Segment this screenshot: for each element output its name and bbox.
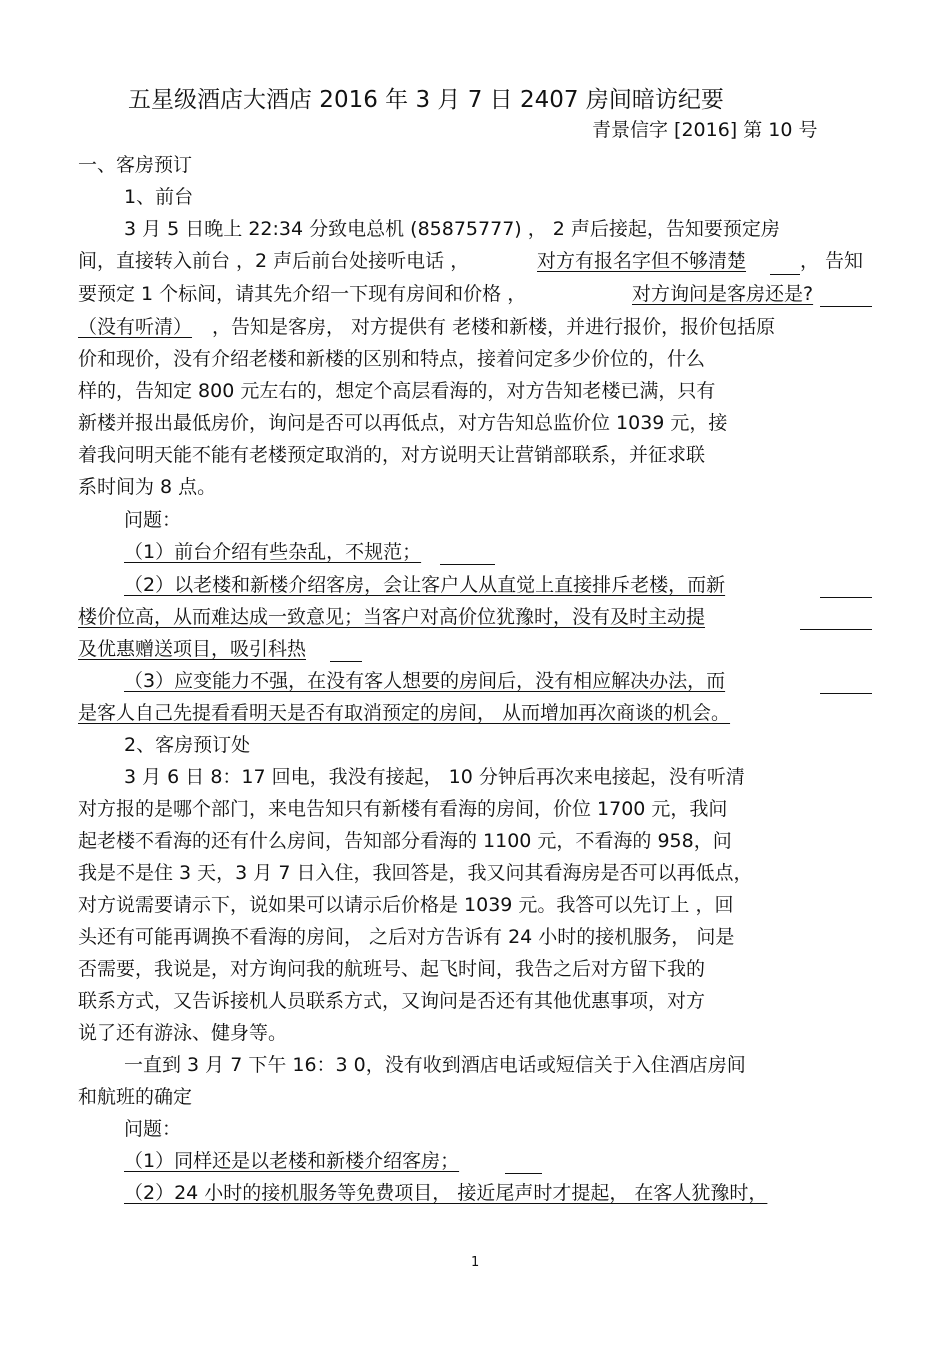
body-line: 一、客房预订: [78, 154, 193, 176]
underline-rule: [770, 274, 800, 275]
page-number: 1: [471, 1255, 480, 1270]
underline-rule: [800, 629, 872, 630]
body-line: 对方有报名字但不够清楚: [537, 250, 747, 272]
body-line: （1）前台介绍有些杂乱，不规范；: [124, 541, 422, 563]
body-line: 一直到 3 月 7 下午 16：3 0，没有收到酒店电话或短信关于入住酒店房间: [124, 1054, 746, 1076]
body-line: （没有听清）: [78, 316, 193, 338]
body-line: 楼价位高，从而难达成一致意见；当客户对高价位犹豫时，没有及时主动提: [78, 606, 706, 628]
body-line: 2、客房预订处: [124, 734, 251, 756]
underline-rule: [820, 693, 872, 694]
body-line: 3 月 5 日晚上 22:34 分致电总机 (85875777) ， 2 声后接起，告知要预定房: [124, 218, 780, 240]
body-line: 说了还有游泳、健身等。: [78, 1022, 288, 1044]
underline-rule: [820, 597, 872, 598]
body-line: 1、前台: [124, 186, 194, 208]
body-line: （2）以老楼和新楼介绍客房，会让客户人从直觉上直接排斥老楼，而新: [124, 574, 726, 596]
body-line: 起老楼不看海的还有什么房间，告知部分看海的 1100 元，不看海的 958，问: [78, 830, 732, 852]
body-line: 问题：: [124, 1118, 182, 1140]
body-line: 对方询问是客房还是?: [632, 283, 814, 305]
underline-rule: [820, 306, 872, 307]
body-line: （3）应变能力不强，在没有客人想要的房间后，没有相应解决办法，而: [124, 670, 726, 692]
body-line: 着我问明天能不能有老楼预定取消的，对方说明天让营销部联系，并征求联: [78, 444, 706, 466]
page-title: 五星级酒店大酒店 2016 年 3 月 7 日 2407 房间暗访纪要: [128, 87, 724, 113]
underline-rule: [505, 1173, 542, 1174]
body-line: （2）24 小时的接机服务等免费项目， 接近尾声时才提起， 在客人犹豫时，: [124, 1182, 768, 1204]
body-line: 系时间为 8 点。: [78, 476, 217, 498]
body-line: 我是不是住 3 天，3 月 7 日入住，我回答是，我又问其看海房是否可以再低点，: [78, 862, 753, 884]
body-line: （1）同样还是以老楼和新楼介绍客房；: [124, 1150, 460, 1172]
body-line: 是客人自己先提看看明天是否有取消预定的房间， 从而增加再次商谈的机会。: [78, 702, 731, 724]
body-line: 对方说需要请示下，说如果可以请示后价格是 1039 元。我答可以先订上 ，回: [78, 894, 734, 916]
body-line: 否需要，我说是，对方询问我的航班号、起飞时间，我告之后对方留下我的: [78, 958, 706, 980]
body-line: 头还有可能再调换不看海的房间， 之后对方告诉有 24 小时的接机服务， 问是: [78, 926, 735, 948]
body-line: 及优惠赠送项目，吸引科热: [78, 638, 307, 660]
body-line: ， 告知: [800, 250, 864, 272]
body-line: 联系方式，又告诉接机人员联系方式，又询问是否还有其他优惠事项，对方: [78, 990, 706, 1012]
body-line: ，告知是客房， 对方提供有 老楼和新楼，并进行报价，报价包括原: [212, 316, 776, 338]
body-line: 和航班的确定: [78, 1086, 193, 1108]
body-line: 样的，告知定 800 元左右的，想定个高层看海的，对方告知老楼已满，只有: [78, 380, 716, 402]
body-line: 新楼并报出最低房价，询问是否可以再低点，对方告知总监价位 1039 元，接: [78, 412, 728, 434]
body-line: 间，直接转入前台 ，2 声后前台处接听电话 ，: [78, 250, 470, 272]
body-line: 要预定 1 个标间，请其先介绍一下现有房间和价格 ，: [78, 283, 527, 305]
underline-rule: [330, 661, 362, 662]
body-line: 问题：: [124, 509, 182, 531]
body-line: 对方报的是哪个部门，来电告知只有新楼有看海的房间，价位 1700 元，我问: [78, 798, 728, 820]
body-line: 价和现价，没有介绍老楼和新楼的区别和特点，接着问定多少价位的，什么: [78, 348, 706, 370]
document-number: 青景信字 [2016] 第 10 号: [592, 119, 818, 141]
body-line: 3 月 6 日 8：17 回电，我没有接起， 10 分钟后再次来电接起，没有听清: [124, 766, 745, 788]
underline-rule: [440, 564, 495, 565]
